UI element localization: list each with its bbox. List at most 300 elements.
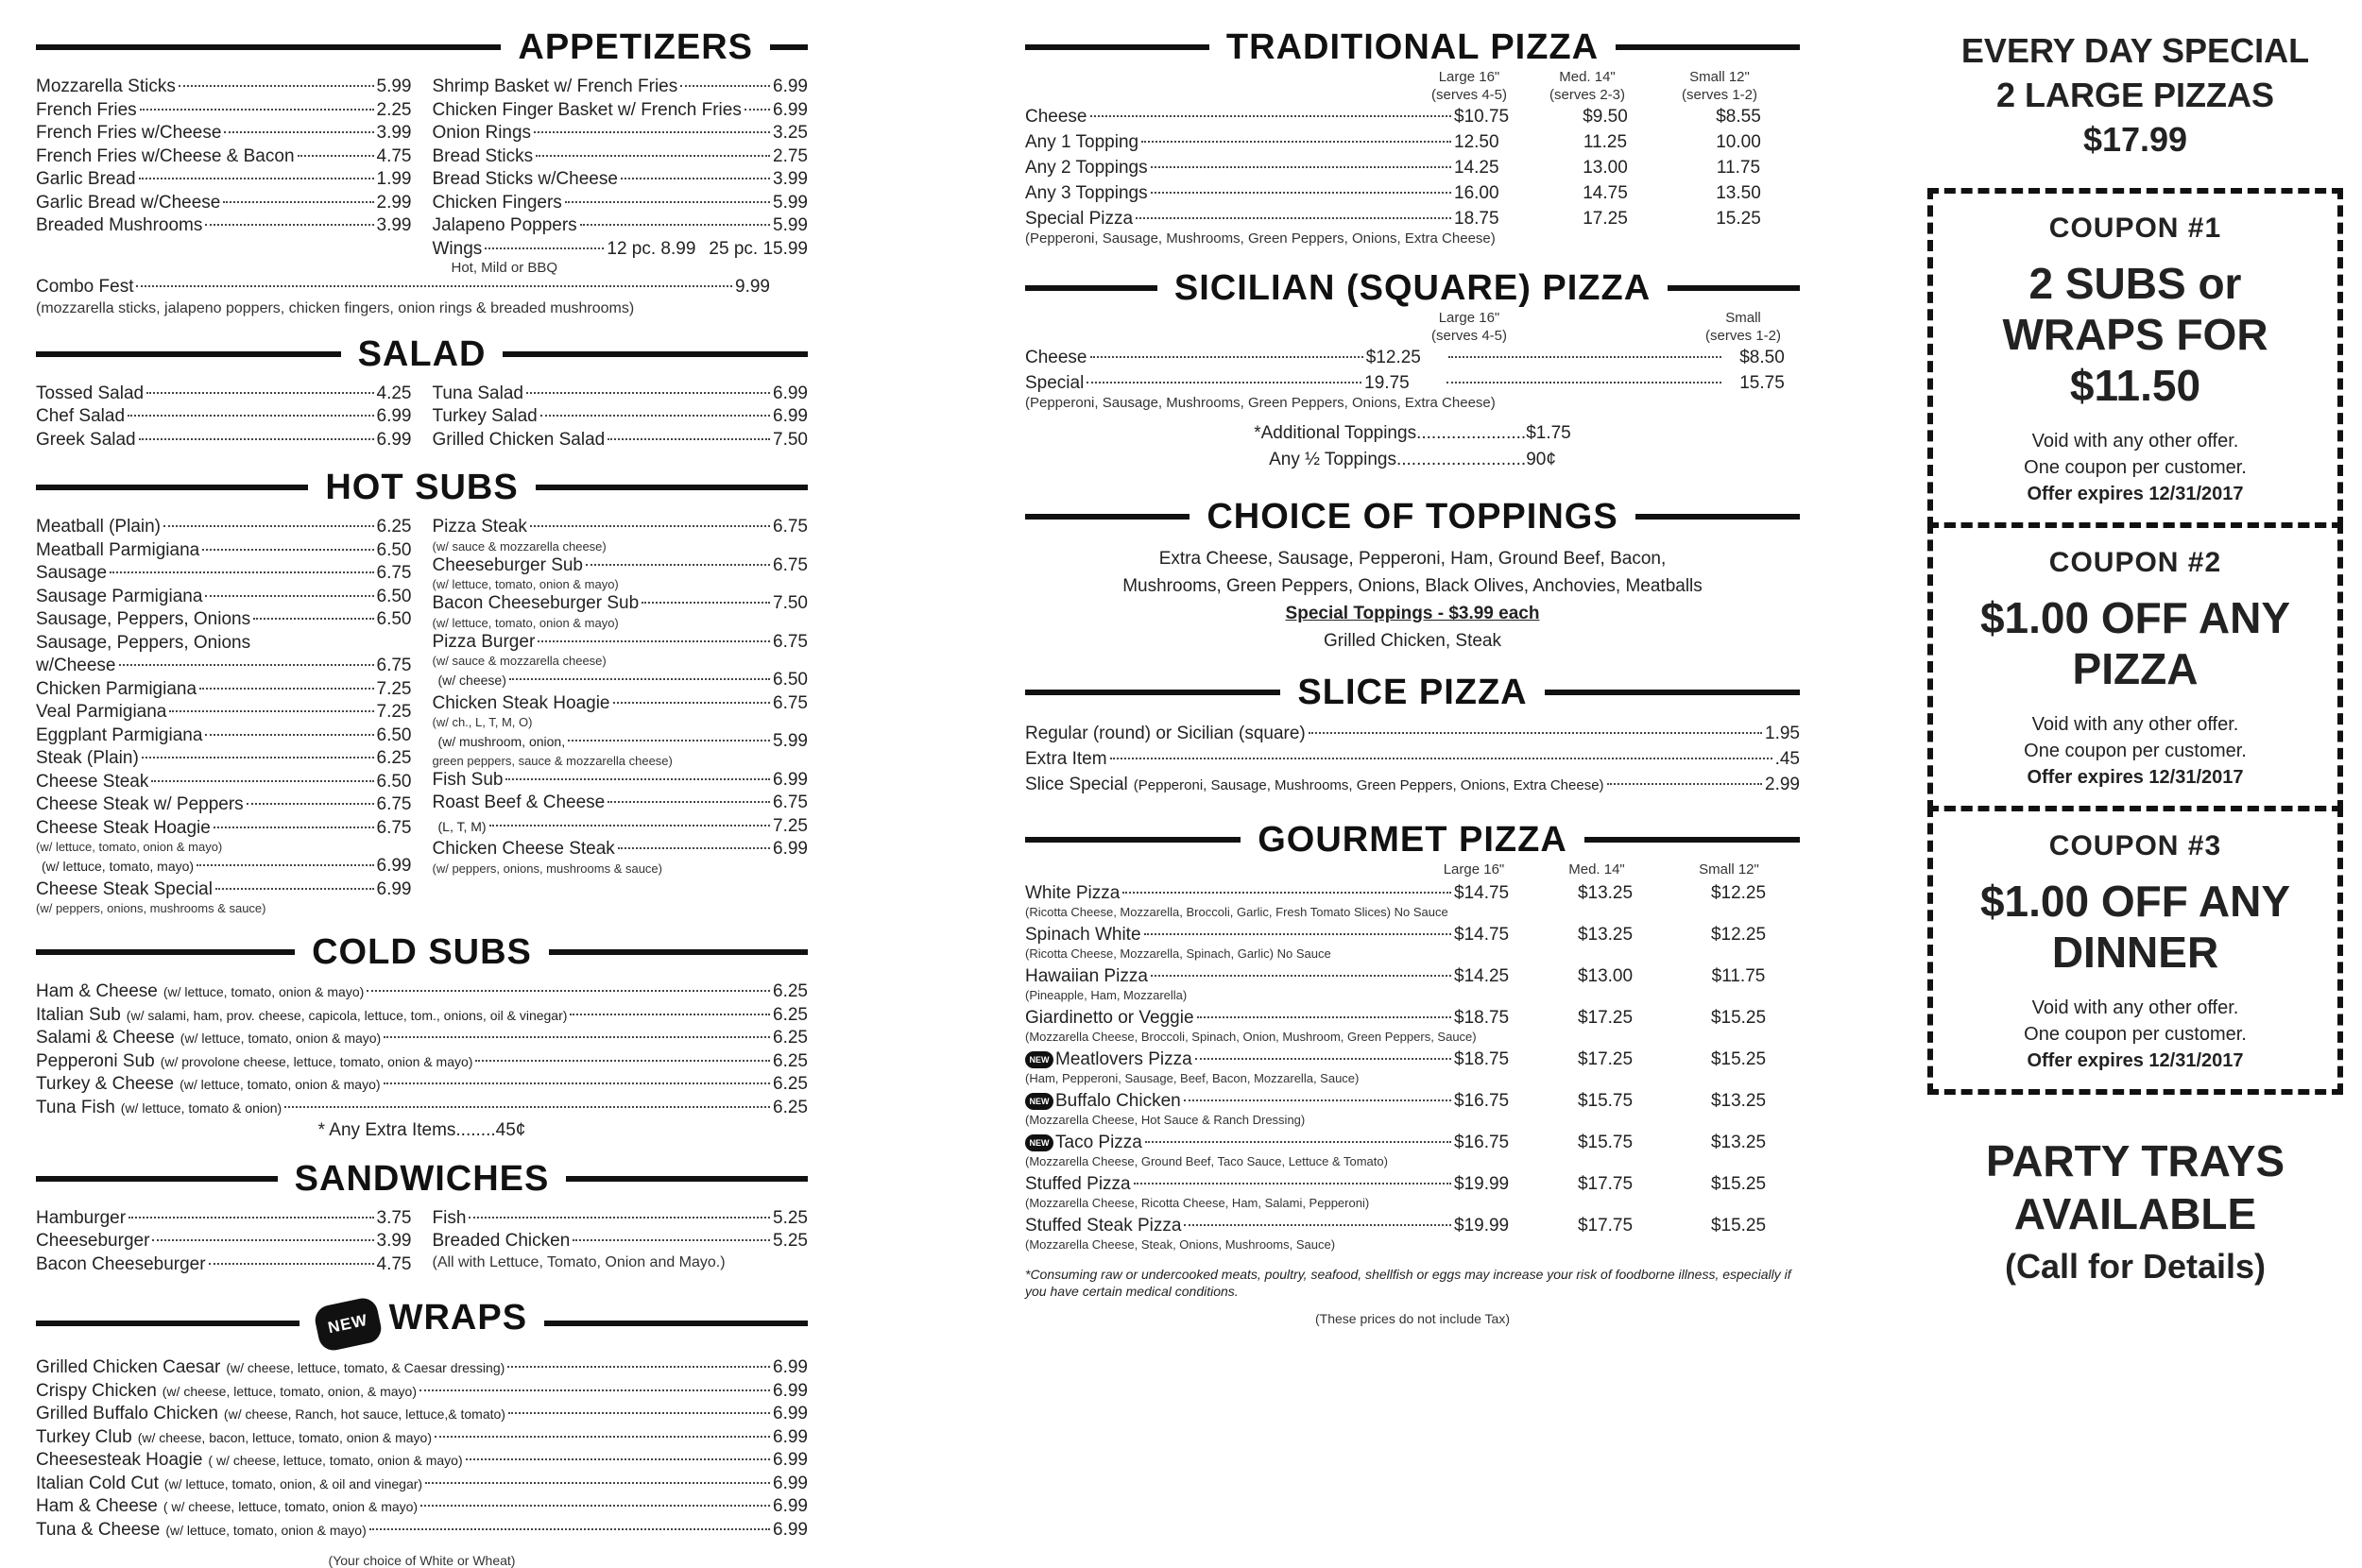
pizza-row xyxy=(1025,1090,1800,1113)
menu-item xyxy=(36,1403,808,1426)
menu-item xyxy=(433,99,809,123)
cold-subs-header: COLD SUBS xyxy=(36,933,808,971)
item-name: Crispy Chicken xyxy=(36,1380,157,1401)
item-price: 6.99 xyxy=(773,1380,808,1401)
dot-leader xyxy=(1141,141,1451,143)
item-name-text: Taco Pizza xyxy=(1055,1133,1142,1152)
pizza-row xyxy=(1025,155,1800,180)
item-name: Sausage xyxy=(36,563,108,583)
coupons xyxy=(1927,188,2343,1095)
item-note: (w/ lettuce, tomato, onion & mayo) xyxy=(432,615,619,630)
wraps-header: NEW WRAPS xyxy=(36,1299,808,1347)
item-name: Chicken Steak Hoagie xyxy=(432,692,610,713)
coupon-offer: $1.00 OFF ANY PIZZA xyxy=(1979,593,2291,693)
item-name-text: Hawaiian Pizza xyxy=(1025,966,1148,986)
item-name: Bread Sticks w/Cheese xyxy=(432,169,618,189)
item-name: French Fries w/Cheese xyxy=(36,123,222,143)
dot-leader xyxy=(507,1366,770,1368)
item-note: ( w/ cheese, lettuce, tomato, onion & mayo) xyxy=(163,1499,419,1514)
dot-leader xyxy=(1090,115,1452,117)
item-name: Chicken Fingers xyxy=(432,192,562,213)
hot-subs-header: HOT SUBS xyxy=(36,469,808,506)
dot-leader xyxy=(253,618,373,620)
menu-item xyxy=(433,238,809,262)
item-name: Ham & Cheese xyxy=(36,1496,158,1516)
dot-leader xyxy=(205,734,373,736)
pizza-row xyxy=(1025,965,1800,988)
dot-leader xyxy=(1151,975,1451,977)
item-name-text: Stuffed Steak Pizza xyxy=(1025,1216,1182,1236)
dot-leader xyxy=(475,1060,770,1062)
coupon-limit: One coupon per customer. xyxy=(2024,457,2247,478)
dot-leader xyxy=(110,571,374,573)
pizza-row xyxy=(1025,924,1800,946)
item-name-text: Buffalo Chicken xyxy=(1055,1091,1181,1111)
sicilian-special-note: (Pepperoni, Sausage, Mushrooms, Green Peppers, Onions, Extra Cheese) xyxy=(1025,395,1496,411)
dot-leader xyxy=(1136,217,1451,219)
item-name: Salami & Cheese xyxy=(36,1028,175,1048)
item-description: (Mozzarella Cheese, Ground Beef, Taco Sauce, Lettuce & Tomato) xyxy=(1025,1154,1388,1168)
item-note: (w/ lettuce, tomato, onion & mayo) xyxy=(180,1031,382,1046)
dot-leader xyxy=(536,155,770,157)
price-small: $15.25 xyxy=(1710,1216,1767,1236)
menu-item xyxy=(36,214,412,238)
dot-leader xyxy=(485,247,604,249)
coupon-offer: $1.00 OFF ANY DINNER xyxy=(1979,877,2291,977)
pizza-row xyxy=(1025,1215,1800,1237)
dot-leader xyxy=(151,780,373,782)
item-price: 6.75 xyxy=(773,793,808,812)
coupon-title: COUPON #3 xyxy=(2048,830,2222,861)
item-price: 12 pc. 8.99 xyxy=(607,238,696,259)
item-name xyxy=(433,730,566,754)
item-note: (w/ sauce & mozzarella cheese) xyxy=(432,654,607,668)
pizza-row xyxy=(1025,1048,1800,1071)
item-price: .45 xyxy=(1774,749,1800,769)
item-name: Tuna Fish xyxy=(36,1097,115,1117)
menu-item xyxy=(433,383,809,406)
menu-item xyxy=(36,701,412,724)
item-name: Grilled Chicken Caesar xyxy=(36,1357,221,1377)
menu-item xyxy=(36,562,412,586)
item-price: 6.99 xyxy=(773,1357,808,1377)
dot-leader xyxy=(425,1482,770,1484)
item-price: 25 pc. 15.99 xyxy=(709,238,808,259)
item-name: French Fries xyxy=(36,99,137,120)
item-note: (w/ mushroom, onion, xyxy=(437,734,566,749)
item-description: (Ricotta Cheese, Mozzarella, Broccoli, Garlic, Fresh Tomato Slices) No Sauce xyxy=(1025,905,1448,919)
item-name: Grilled Chicken Salad xyxy=(432,429,606,450)
menu-item xyxy=(36,724,412,748)
price-large: $18.75 xyxy=(1454,1049,1510,1069)
item-description: (Mozzarella Cheese, Broccoli, Spinach, Onion, Mushroom, Green Peppers, Sauce) xyxy=(1025,1030,1477,1044)
item-note: (w/ lettuce, tomato, onion & mayo) xyxy=(432,577,619,591)
additional-toppings: *Additional Toppings......................$1.75 xyxy=(1254,423,1571,443)
item-name: w/Cheese xyxy=(36,656,116,675)
price-small: 15.75 xyxy=(1739,373,1785,393)
item-name: Wings xyxy=(432,238,483,259)
item-name xyxy=(1025,882,1120,905)
dot-leader xyxy=(419,1389,770,1391)
special-pizza-note: (Pepperoni, Sausage, Mushrooms, Green Peppers, Onions, Extra Cheese) xyxy=(1025,230,1496,247)
new-badge: NEW xyxy=(1025,1051,1053,1068)
price-large: $16.75 xyxy=(1454,1133,1510,1152)
price-medium: $13.25 xyxy=(1577,883,1634,903)
item-name: Any 3 Toppings xyxy=(1025,183,1148,203)
item-price: 6.50 xyxy=(376,771,412,792)
coupon-3 xyxy=(1927,806,2343,1095)
dot-leader xyxy=(139,438,374,440)
item-price: 7.50 xyxy=(773,593,808,613)
dot-leader xyxy=(489,825,770,827)
item-name: Cheese Steak xyxy=(36,771,149,792)
item-name: Sausage, Peppers, Onions xyxy=(36,609,251,629)
traditional-size-headers: Large 16" Med. 14" Small 12" xyxy=(1438,69,1750,85)
menu-item xyxy=(36,1073,808,1097)
dot-leader xyxy=(139,178,374,179)
menu-item xyxy=(433,769,809,793)
price-medium: 13.00 xyxy=(1583,158,1628,178)
price-large: $12.25 xyxy=(1365,348,1421,367)
menu-item xyxy=(36,980,808,1004)
wraps-note: (Your choice of White or Wheat) xyxy=(328,1553,516,1568)
price-small: $15.25 xyxy=(1710,1049,1767,1069)
hot-subs-list-left xyxy=(36,516,412,916)
item-name: Turkey & Cheese xyxy=(36,1074,175,1094)
item-price: 6.99 xyxy=(773,383,808,403)
price-small: 11.75 xyxy=(1716,158,1761,178)
item-name-text: Giardinetto or Veggie xyxy=(1025,1008,1194,1028)
item-description: (Mozzarella Cheese, Steak, Onions, Mushrooms, Sauce) xyxy=(1025,1237,1336,1252)
menu-item xyxy=(433,145,809,169)
item-name-text: Spinach White xyxy=(1025,925,1141,945)
new-badge: NEW xyxy=(1025,1134,1053,1151)
item-price: 6.99 xyxy=(773,1426,808,1447)
price-medium: $9.50 xyxy=(1583,107,1628,127)
item-price: 6.50 xyxy=(376,609,412,629)
menu-item xyxy=(36,855,412,878)
cold-subs-list xyxy=(36,980,808,1119)
item-price: 6.50 xyxy=(376,586,412,606)
menu-column-middle: TRADITIONAL PIZZA Large 16" Med. 14" Small 12" (serves 4-5) (serves 2-3) (serves 1-2) Cheese $10.75 $9.50 $8.55 Any 1 Topping 12.50 11.25 10.00 Any 2 Toppings 14.25 13.00 11.75 Any 3 Toppings 16.00 14.75 13.50 Special Pizza 18.75 17.25 15.25 (Pepperoni, Sausage, Mushrooms, Green Peppers, Onions, Extra Cheese) SICILIAN (SQUARE) PIZZA Large 16" Small (serves 4-5) (serves 1-2) Cheese $12.25 $8.50 Special 19.75 15.75 (Pepperoni, Sausage, Mushrooms, Green Peppers, Onions, Extra Cheese) *Additional Toppings......................$1.75 Any ½ Toppings..........................90¢ CHOICE OF TOPPINGS Extra Cheese, Sausage, Pepperoni, Ham, Ground Beef, Bacon, Mushrooms, Green Peppers, Onions, Black Olives, Anchovies, Meatballs Special Toppings - $3.99 each Grilled Chicken, Steak SLICE PIZZA Regular (round) or Sicilian (square) 1.95 Extra Item .45 Slice Special (Pepperoni, Sausage, Mushrooms, Green Peppers, Onions, Extra Cheese) 2.99 GOURMET PIZZA Large 16" Med. 14" Small 12" White Pizza $14.75 $13.25 $12.25 (Ricotta Cheese, Mozzarella, Broccoli, Garlic, Fresh Tomato Slices) No Sauce Spinach White $14.75 $13.25 $12.25 (Ricotta Cheese, Mozzarella, Spinach, Garlic) No Sauce Hawaiian Pizza $14.25 $13.00 $11.75 (Pineapple, Ham, Mozzarella) Giardinetto or Veggie $18.75 $17.25 $15.25 (Mozzarella Cheese, Broccoli, Spinach, Onion, Mushroom, Green Peppers, Sauce) NEW Meatlovers Pizza $18.75 $17.25 $15.25 (Ham, Pepperoni, Sausage, Beef, Bacon, Mozzarella, Sauce) NEW Buffalo Chicken $16.75 $15.75 $13.25 (Mozzarella Cheese, Hot Sauce & Ranch Dressing) NEW Taco Pizza $16.75 $15.75 $13.25 (Mozzarella Cheese, Ground Beef, Taco Sauce, Lettuce & Tomato) Stuffed Pizza $19.99 $17.75 $15.25 (Mozzarella Cheese, Ricotta Cheese, Ham, Salami, Pepperoni) Stuffed Steak Pizza $19.99 $17.75 $15.25 (Mozzarella Cheese, Steak, Onions, Mushrooms, Sauce) *Consuming raw or undercooked meats, poultry, seafood, shellfish or eggs may increase your risk of foodborne illness, especially if you have certain medical conditions. (These prices do not include Tax) xyxy=(1025,27,1800,1326)
price-medium: $13.25 xyxy=(1577,925,1634,945)
price-large: $14.25 xyxy=(1454,966,1510,986)
pizza-row xyxy=(1025,1132,1800,1154)
item-name xyxy=(1025,924,1141,946)
item-price: 3.99 xyxy=(376,123,412,143)
dot-leader xyxy=(215,888,374,890)
item-price: 6.99 xyxy=(773,839,808,859)
item-name: Breaded Chicken xyxy=(432,1231,571,1251)
dot-leader xyxy=(613,702,771,704)
item-name xyxy=(36,855,194,878)
item-name: Cheesesteak Hoagie xyxy=(36,1450,203,1470)
pizza-row xyxy=(1025,1007,1800,1030)
new-badge: NEW xyxy=(1025,1093,1053,1110)
item-note: (w/ lettuce, tomato, onion & mayo) xyxy=(36,840,223,854)
item-description: (Pineapple, Ham, Mozzarella) xyxy=(1025,988,1188,1002)
item-price: 6.25 xyxy=(773,1074,808,1094)
item-name: Tuna & Cheese xyxy=(36,1519,161,1540)
item-price: 6.99 xyxy=(773,769,808,790)
item-note: (w/ cheese, lettuce, tomato, onion, & mayo) xyxy=(162,1383,418,1399)
item-name: Fish xyxy=(432,1207,467,1228)
menu-item xyxy=(36,878,412,902)
everyday-special: EVERY DAY SPECIAL 2 LARGE PIZZAS $17.99 xyxy=(1960,31,2310,159)
menu-item xyxy=(36,1253,412,1277)
dot-leader xyxy=(140,109,374,111)
item-price: 6.99 xyxy=(773,1450,808,1470)
coupon-limit: One coupon per customer. xyxy=(2024,741,2247,761)
menu-item xyxy=(36,99,412,123)
dot-leader xyxy=(509,678,770,680)
item-price: 5.99 xyxy=(773,215,808,235)
menu-item xyxy=(36,1449,808,1473)
pizza-row xyxy=(1025,129,1800,155)
toppings-header: CHOICE OF TOPPINGS xyxy=(1025,498,1800,536)
price-medium: $17.25 xyxy=(1577,1049,1634,1069)
price-medium: $17.75 xyxy=(1577,1216,1634,1236)
dot-leader xyxy=(223,201,373,203)
item-price: 6.50 xyxy=(376,539,412,560)
menu-item xyxy=(433,838,809,861)
slice-pizza-header: SLICE PIZZA xyxy=(1025,673,1800,711)
dot-leader xyxy=(152,1239,373,1241)
item-price: 6.25 xyxy=(376,748,412,768)
item-name: Garlic Bread w/Cheese xyxy=(36,192,221,213)
dot-leader xyxy=(586,564,770,566)
menu-item xyxy=(36,1004,808,1028)
menu-item xyxy=(36,678,412,702)
item-price: 5.25 xyxy=(773,1207,808,1228)
slice-row xyxy=(1025,746,1800,772)
item-price: 3.99 xyxy=(376,215,412,235)
dot-leader xyxy=(608,801,770,803)
menu-item xyxy=(36,168,412,192)
price-large: 12.50 xyxy=(1454,132,1499,152)
dot-leader xyxy=(1087,382,1361,383)
item-name: Chicken Finger Basket w/ French Fries xyxy=(432,99,742,120)
item-note: (w/ lettuce, tomato, onion, & oil and vinegar) xyxy=(163,1475,423,1491)
menu-item xyxy=(36,655,412,678)
menu-item xyxy=(36,747,412,771)
menu-item xyxy=(36,76,412,99)
item-name: Chicken Cheese Steak xyxy=(432,839,615,859)
item-name: Cheese Steak w/ Peppers xyxy=(36,794,244,814)
coupon-title: COUPON #2 xyxy=(2048,547,2222,578)
item-price: 7.50 xyxy=(773,429,808,450)
item-price: 6.75 xyxy=(376,563,412,583)
menu-item xyxy=(433,1207,809,1231)
dot-leader xyxy=(680,85,770,87)
item-price: 6.25 xyxy=(773,1028,808,1048)
dot-leader xyxy=(205,595,373,597)
item-note: (w/ lettuce, tomato, onion & mayo) xyxy=(180,1077,381,1092)
menu-item xyxy=(433,1230,809,1253)
price-large: $19.99 xyxy=(1454,1216,1510,1236)
price-medium: $17.75 xyxy=(1577,1174,1634,1194)
dot-leader xyxy=(642,602,770,604)
foodborne-warning: *Consuming raw or undercooked meats, poultry, seafood, shellfish or eggs may increase your risk of foodborne illness, especially if you have certain medical conditions. xyxy=(1025,1267,1791,1299)
item-name: Bacon Cheeseburger xyxy=(36,1253,206,1274)
price-large: 19.75 xyxy=(1364,373,1410,393)
dot-leader xyxy=(1134,1183,1451,1185)
item-name: Chicken Parmigiana xyxy=(36,678,197,699)
pizza-row xyxy=(1025,180,1800,206)
dot-leader xyxy=(1448,356,1721,358)
coupon-expiry: Offer expires 12/31/2017 xyxy=(2027,1050,2244,1071)
item-price: 6.25 xyxy=(773,1050,808,1071)
item-price: 3.25 xyxy=(773,123,808,143)
item-price: 6.99 xyxy=(773,1404,808,1423)
dot-leader xyxy=(580,224,770,226)
item-note: (w/ ch., L, T, M, O) xyxy=(432,715,533,729)
item-name: Cheese xyxy=(1025,107,1087,127)
item-price: 6.75 xyxy=(376,817,412,838)
item-name: Steak (Plain) xyxy=(36,748,139,768)
menu-item xyxy=(36,1519,808,1542)
price-large: $14.75 xyxy=(1454,925,1510,945)
dot-leader xyxy=(565,201,770,203)
tax-note: (These prices do not include Tax) xyxy=(1315,1311,1510,1326)
price-medium: 14.75 xyxy=(1583,183,1628,203)
menu-item xyxy=(36,1097,808,1120)
item-name-text: Stuffed Pizza xyxy=(1025,1174,1131,1194)
item-name: Breaded Mushrooms xyxy=(36,215,203,235)
price-small: $12.25 xyxy=(1710,925,1767,945)
half-toppings: Any ½ Toppings..........................90¢ xyxy=(1269,450,1556,469)
item-name: Hamburger xyxy=(36,1207,127,1228)
price-small: 13.50 xyxy=(1716,183,1761,203)
menu-item xyxy=(36,1495,808,1519)
item-price: 3.99 xyxy=(773,169,808,189)
item-price: 2.99 xyxy=(376,192,412,213)
dot-leader xyxy=(369,1528,770,1530)
item-note: (w/ sauce & mozzarella cheese) xyxy=(432,538,607,554)
dot-leader xyxy=(169,710,373,712)
pizza-row xyxy=(1025,882,1800,905)
item-price: 6.75 xyxy=(773,517,808,537)
item-name: Garlic Bread xyxy=(36,169,136,189)
menu-item xyxy=(433,76,809,99)
item-name: Meatball Parmigiana xyxy=(36,539,200,560)
dot-leader xyxy=(214,827,374,828)
pizza-row xyxy=(1025,1173,1800,1196)
dot-leader xyxy=(384,1082,770,1084)
dot-leader xyxy=(1110,758,1772,759)
gourmet-pizza-list xyxy=(1025,882,1800,1253)
coupon-void: Void with any other offer. xyxy=(2031,431,2239,452)
item-name xyxy=(1025,1090,1181,1113)
price-large: $19.99 xyxy=(1454,1174,1510,1194)
menu-item xyxy=(36,429,412,452)
coupon-void: Void with any other offer. xyxy=(2031,997,2239,1018)
party-trays: PARTY TRAYS AVAILABLE (Call for Details) xyxy=(1985,1136,2285,1286)
item-name: Jalapeno Poppers xyxy=(432,215,577,235)
item-price: 7.25 xyxy=(376,678,412,699)
menu-item xyxy=(433,631,809,655)
price-large: 14.25 xyxy=(1454,158,1499,178)
item-price: 6.99 xyxy=(773,1519,808,1540)
item-name: Meatball (Plain) xyxy=(36,517,161,537)
item-name: Italian Cold Cut xyxy=(36,1473,159,1493)
item-name: Italian Sub xyxy=(36,1004,121,1025)
menu-item xyxy=(433,214,809,238)
item-name: Any 1 Topping xyxy=(1025,132,1139,152)
item-price: 2.25 xyxy=(376,99,412,120)
dot-leader xyxy=(197,864,373,866)
dot-leader xyxy=(1184,1224,1451,1226)
item-note: (w/ cheese) xyxy=(437,673,506,688)
item-name: Tuna Salad xyxy=(432,383,523,403)
dot-leader xyxy=(530,525,770,527)
item-price: 6.50 xyxy=(773,670,808,690)
item-price: 6.99 xyxy=(773,1496,808,1516)
item-name: Pizza Burger xyxy=(432,631,536,652)
item-name: Bread Sticks xyxy=(432,145,534,166)
item-name: Cheese xyxy=(1025,348,1087,367)
item-price: 3.99 xyxy=(376,1231,412,1251)
dot-leader xyxy=(199,688,373,690)
dot-leader xyxy=(367,990,770,992)
menu-item xyxy=(433,692,809,716)
menu-item xyxy=(433,815,809,839)
item-name: Roast Beef & Cheese xyxy=(432,793,606,812)
item-price: 6.75 xyxy=(773,692,808,713)
dot-leader xyxy=(1197,1016,1451,1018)
specials-column xyxy=(1927,28,2343,1293)
new-badge: NEW xyxy=(313,1296,384,1354)
appetizers-list-left xyxy=(36,76,412,276)
item-price: 1.99 xyxy=(376,169,412,189)
dot-leader xyxy=(1184,1099,1451,1101)
item-name: Cheese Steak Special xyxy=(36,878,213,899)
dot-leader xyxy=(384,1036,770,1038)
item-note: (w/ peppers, onions, mushrooms & sauce) xyxy=(36,901,266,915)
sandwiches-header: SANDWICHES xyxy=(36,1160,808,1198)
menu-item xyxy=(36,1426,808,1450)
item-description: (Ricotta Cheese, Mozzarella, Spinach, Garlic) No Sauce xyxy=(1025,946,1331,961)
item-name: Sausage, Peppers, Onions xyxy=(36,632,251,653)
pizza-row xyxy=(1025,206,1800,231)
item-note: (w/ salami, ham, prov. cheese, capicola, lettuce, tom., onions, oil & vinegar) xyxy=(126,1007,568,1023)
pizza-row xyxy=(1025,345,1800,370)
dot-leader xyxy=(508,1412,770,1414)
item-price: 6.50 xyxy=(376,724,412,745)
menu-item xyxy=(433,592,809,616)
item-price: 3.75 xyxy=(376,1207,412,1228)
item-name xyxy=(1025,1048,1192,1071)
item-name: Shrimp Basket w/ French Fries xyxy=(432,77,678,96)
item-price: 2.99 xyxy=(1765,775,1800,794)
item-name: French Fries w/Cheese & Bacon xyxy=(36,145,295,166)
wraps-list xyxy=(36,1356,808,1542)
item-name: Grilled Buffalo Chicken xyxy=(36,1404,218,1423)
dot-leader xyxy=(469,1217,770,1219)
price-small: $15.25 xyxy=(1710,1174,1767,1194)
item-note: (L, T, M) xyxy=(437,818,487,834)
item-price: 6.99 xyxy=(773,77,808,96)
item-price: 6.25 xyxy=(773,1004,808,1025)
dot-leader xyxy=(538,640,770,642)
dot-leader xyxy=(540,415,770,417)
dot-leader xyxy=(466,1458,770,1460)
menu-item xyxy=(36,1473,808,1496)
coupon-expiry: Offer expires 12/31/2017 xyxy=(2027,767,2244,788)
dot-leader xyxy=(608,438,770,440)
menu-item xyxy=(36,1050,808,1074)
dot-leader xyxy=(1446,382,1721,383)
